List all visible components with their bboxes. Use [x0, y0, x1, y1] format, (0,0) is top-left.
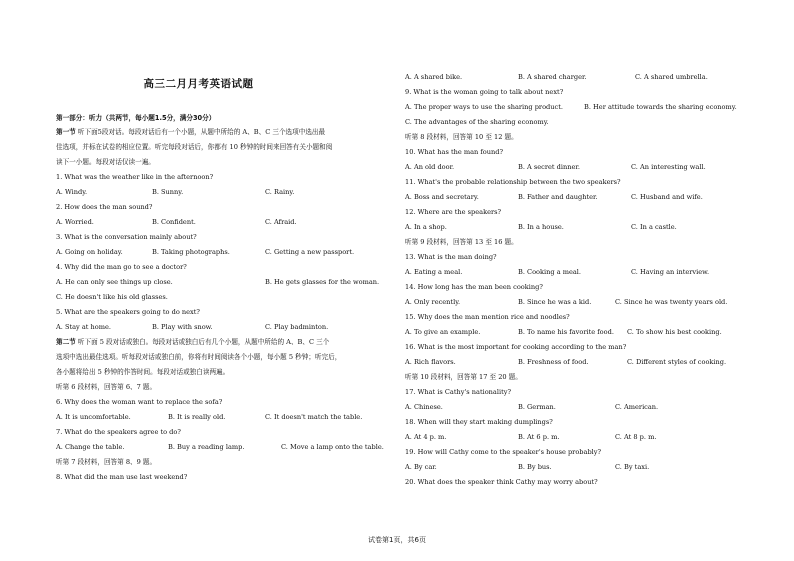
question-stem: 5. What are the speakers going to do next? — [56, 308, 200, 316]
question-stem: 13. What is the man doing? — [405, 253, 497, 261]
option-b: B. Sunny. — [152, 188, 184, 196]
question-stem: 8. What did the man use last weekend? — [56, 473, 188, 481]
question-stem: 19. How will Cathy come to the speaker's house probably? — [405, 448, 602, 456]
question-stem: 14. How long has the man been cooking? — [405, 283, 543, 291]
option-a: A. Rich flavors. — [405, 358, 456, 366]
option-b: B. By bus. — [518, 463, 552, 471]
option-c: C. Since he was twenty years old. — [615, 298, 728, 306]
option-c: C. An interesting wall. — [631, 163, 706, 171]
question-stem: 18. When will they start making dumplings? — [405, 418, 553, 426]
option-b: B. Father and daughter. — [518, 193, 598, 201]
question-stem: 15. Why does the man mention rice and noodles? — [405, 313, 570, 321]
question-stem: 4. Why did the man go to see a doctor? — [56, 263, 187, 271]
page-title: 高三二月月考英语试题 — [143, 78, 254, 90]
option-b: B. It is really old. — [168, 413, 226, 421]
option-a: A. Chinese. — [405, 403, 443, 411]
option-a: A. In a shop. — [405, 223, 447, 231]
option-c: C. Move a lamp onto the table. — [281, 443, 384, 451]
option-b: B. Play with snow. — [152, 323, 213, 331]
option-b: B. German. — [518, 403, 556, 411]
option-a: A. The proper ways to use the sharing product. — [405, 103, 563, 111]
option-c: C. In a castle. — [631, 223, 677, 231]
option-c: C. American. — [615, 403, 659, 411]
section2-label: 第二节 — [56, 338, 76, 346]
option-c: C. Having an interview. — [631, 268, 710, 276]
option-c: C. At 8 p. m. — [615, 433, 657, 441]
option-b: B. In a house. — [518, 223, 564, 231]
option-c: C. Husband and wife. — [631, 193, 703, 201]
option-b: B. Since he was a kid. — [518, 298, 592, 306]
question-stem: 17. What is Cathy's nationality? — [405, 388, 511, 396]
material-heading: 听第 6 段材料，回答第 6、7 题。 — [56, 383, 157, 391]
option-b: B. He gets glasses for the woman. — [265, 278, 380, 286]
option-c: C. Rainy. — [265, 188, 295, 196]
section1-instructions-line1: 第一节 听下面5段对话。每段对话后有一个小题，从题中所给的 A、B、C 三个选项中选出最 — [56, 128, 326, 136]
option-b: B. A secret dinner. — [518, 163, 580, 171]
question-stem: 2. How does the man sound? — [56, 203, 153, 211]
question-stem: 7. What do the speakers agree to do? — [56, 428, 181, 436]
option-b: B. At 6 p. m. — [518, 433, 560, 441]
option-a: A. A shared bike. — [405, 73, 463, 81]
option-c: C. By taxi. — [615, 463, 650, 471]
question-stem: 20. What does the speaker think Cathy may worry about? — [405, 478, 598, 486]
option-a: A. At 4 p. m. — [405, 433, 447, 441]
question-stem: 10. What has the man found? — [405, 148, 504, 156]
option-a: A. It is uncomfortable. — [56, 413, 131, 421]
option-c: C. Getting a new passport. — [265, 248, 355, 256]
option-b: B. Cooking a meal. — [518, 268, 582, 276]
option-b: B. Buy a reading lamp. — [168, 443, 245, 451]
section1-label: 第一节 — [56, 128, 76, 136]
option-b: B. A shared charger. — [518, 73, 587, 81]
option-c: C. Play badminton. — [265, 323, 329, 331]
option-a: A. An old door. — [405, 163, 455, 171]
option-c: C. Afraid. — [265, 218, 297, 226]
option-a: A. Windy. — [56, 188, 88, 196]
option-a: A. Worried. — [56, 218, 94, 226]
option-c: C. A shared umbrella. — [635, 73, 708, 81]
option-c: C. To show his best cooking. — [627, 328, 722, 336]
part1-heading: 第一部分：听力（共两节，每小题1.5分，满分30分） — [56, 114, 216, 122]
question-stem: 16. What is the most important for cooking according to the man? — [405, 343, 627, 351]
section1-instructions-line3: 读下一小题。每段对话仅读一遍。 — [56, 158, 155, 166]
question-stem: 3. What is the conversation mainly about? — [56, 233, 197, 241]
material-heading: 听第 9 段材料，回答第 13 至 16 题。 — [405, 238, 518, 246]
option-a: A. By car. — [405, 463, 437, 471]
option-b: B. Confident. — [152, 218, 196, 226]
option-a: A. Stay at home. — [56, 323, 112, 331]
question-stem: 12. Where are the speakers? — [405, 208, 502, 216]
option-c: C. It doesn't match the table. — [265, 413, 363, 421]
material-heading: 听第 10 段材料，回答第 17 至 20 题。 — [405, 373, 522, 381]
section2-instructions-line1: 第二节 听下面 5 段对话或独白。每段对话或独白后有几个小题，从题中所给的 A、B、C 三个 — [56, 338, 330, 346]
page-footer: 试卷第1页，共6页 — [368, 536, 426, 544]
option-a: A. He can only see things up close. — [56, 278, 173, 286]
section2-instructions-line2: 选项中选出最佳选项。听每段对话或独白前，你将有时间阅读各个小题，每小题 5 秒钟；听完后， — [56, 353, 342, 361]
question-stem: 11. What's the probable relationship between the two speakers? — [405, 178, 621, 186]
section2-instructions-line3: 各小题将给出 5 秒钟的作答时间。每段对话或独白读两遍。 — [56, 368, 230, 376]
option-a: A. Change the table. — [56, 443, 125, 451]
option-b: B. To name his favorite food. — [518, 328, 614, 336]
option-c: C. The advantages of the sharing economy. — [405, 118, 549, 126]
question-stem: 6. Why does the woman want to replace the sofa? — [56, 398, 223, 406]
option-b: B. Freshness of food. — [518, 358, 589, 366]
question-stem: 9. What is the woman going to talk about next? — [405, 88, 564, 96]
option-c: C. Different styles of cooking. — [627, 358, 727, 366]
material-heading: 听第 8 段材料，回答第 10 至 12 题。 — [405, 133, 518, 141]
option-c: C. He doesn't like his old glasses. — [56, 293, 168, 301]
option-a: A. Eating a meal. — [405, 268, 463, 276]
question-stem: 1. What was the weather like in the afternoon? — [56, 173, 214, 181]
option-a: A. Boss and secretary. — [405, 193, 479, 201]
option-b: B. Taking photographs. — [152, 248, 230, 256]
option-a: A. To give an example. — [405, 328, 481, 336]
option-b: B. Her attitude towards the sharing economy. — [584, 103, 737, 111]
option-a: A. Going on holiday. — [56, 248, 123, 256]
option-a: A. Only recently. — [405, 298, 461, 306]
material-heading: 听第 7 段材料，回答第 8、9 题。 — [56, 458, 157, 466]
section1-instructions-line2: 佳选项，并标在试卷的相应位置。听完每段对话后，你都有 10 秒钟的时间来回答有关小题和阅 — [56, 143, 333, 151]
